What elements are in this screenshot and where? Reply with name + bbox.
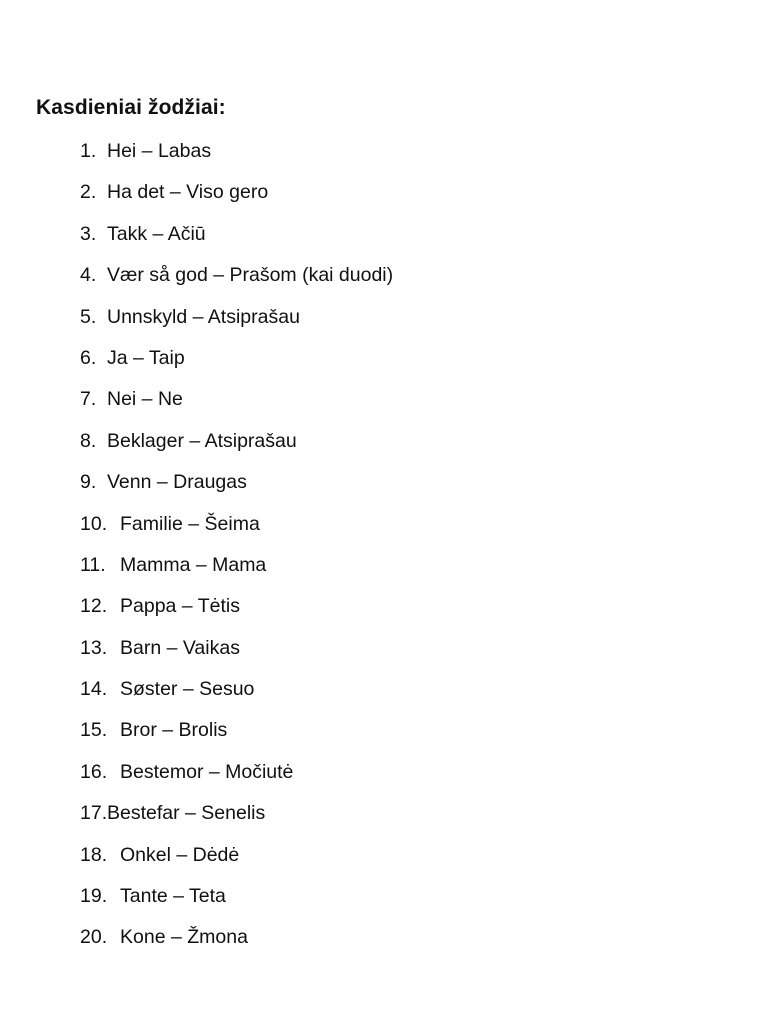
list-item (80, 676, 393, 717)
list-item (80, 221, 393, 262)
list-item (80, 593, 393, 634)
list-item (80, 345, 393, 386)
item-number: 20. (80, 926, 108, 949)
item-text: Hei – Labas (107, 140, 212, 162)
item-text: Bror – Brolis (120, 719, 228, 742)
item-number: 1. (80, 140, 97, 162)
item-text: Tante – Teta (120, 885, 226, 908)
list-item (80, 304, 393, 345)
list-item (80, 759, 393, 800)
vocabulary-list (80, 138, 393, 966)
list-item (80, 262, 393, 303)
item-text: Bestemor – Močiutė (120, 760, 294, 783)
item-text: Beklager – Atsiprašau (107, 429, 297, 452)
item-number: 5. (80, 305, 97, 328)
item-number: 7. (80, 388, 97, 411)
list-item (80, 511, 393, 552)
item-text: Vær så god – Prašom (kai duodi) (107, 264, 394, 287)
item-text: Barn – Vaikas (120, 636, 240, 659)
item-number: 2. (80, 181, 97, 204)
item-number: 16. (80, 760, 108, 783)
list-item (80, 428, 393, 469)
page-heading: Kasdieniai žodžiai: (36, 96, 226, 119)
item-text: Ha det – Viso gero (107, 181, 269, 204)
item-number: 8. (80, 429, 97, 452)
list-item (80, 469, 393, 510)
item-text: Pappa – Tėtis (120, 595, 240, 618)
item-number: 6. (80, 346, 97, 369)
list-item (80, 883, 393, 924)
list-item (80, 635, 393, 676)
list-item (80, 717, 393, 758)
item-text: Søster – Sesuo (120, 678, 255, 701)
item-number: 12. (80, 595, 108, 618)
list-item (80, 138, 393, 179)
item-text: Kone – Žmona (120, 926, 248, 949)
list-item (80, 179, 393, 220)
item-text: Bestefar – Senelis (107, 802, 266, 825)
item-text: Onkel – Dėdė (120, 843, 240, 866)
item-text: Ja – Taip (107, 346, 185, 369)
item-number: 14. (80, 678, 108, 701)
item-number: 4. (80, 264, 97, 287)
item-text: Takk – Ačiū (107, 222, 206, 245)
item-text: Venn – Draugas (107, 471, 247, 494)
item-number: 3. (80, 222, 97, 245)
item-number: 15. (80, 719, 108, 742)
item-number: 9. (80, 471, 97, 494)
item-number: 10. (80, 512, 108, 535)
list-item (80, 800, 393, 841)
list-item (80, 552, 393, 593)
item-text: Familie – Šeima (120, 512, 260, 535)
item-text: Unnskyld – Atsiprašau (107, 305, 300, 328)
item-number: 18. (80, 843, 108, 866)
list-item (80, 386, 393, 427)
item-number: 11. (80, 553, 106, 576)
item-number: 19. (80, 885, 108, 908)
item-text: Nei – Ne (107, 388, 183, 411)
item-number: 13. (80, 636, 108, 659)
item-text: Mamma – Mama (120, 553, 267, 576)
list-item (80, 924, 393, 965)
list-item (80, 842, 393, 883)
item-number: 17. (80, 802, 108, 825)
